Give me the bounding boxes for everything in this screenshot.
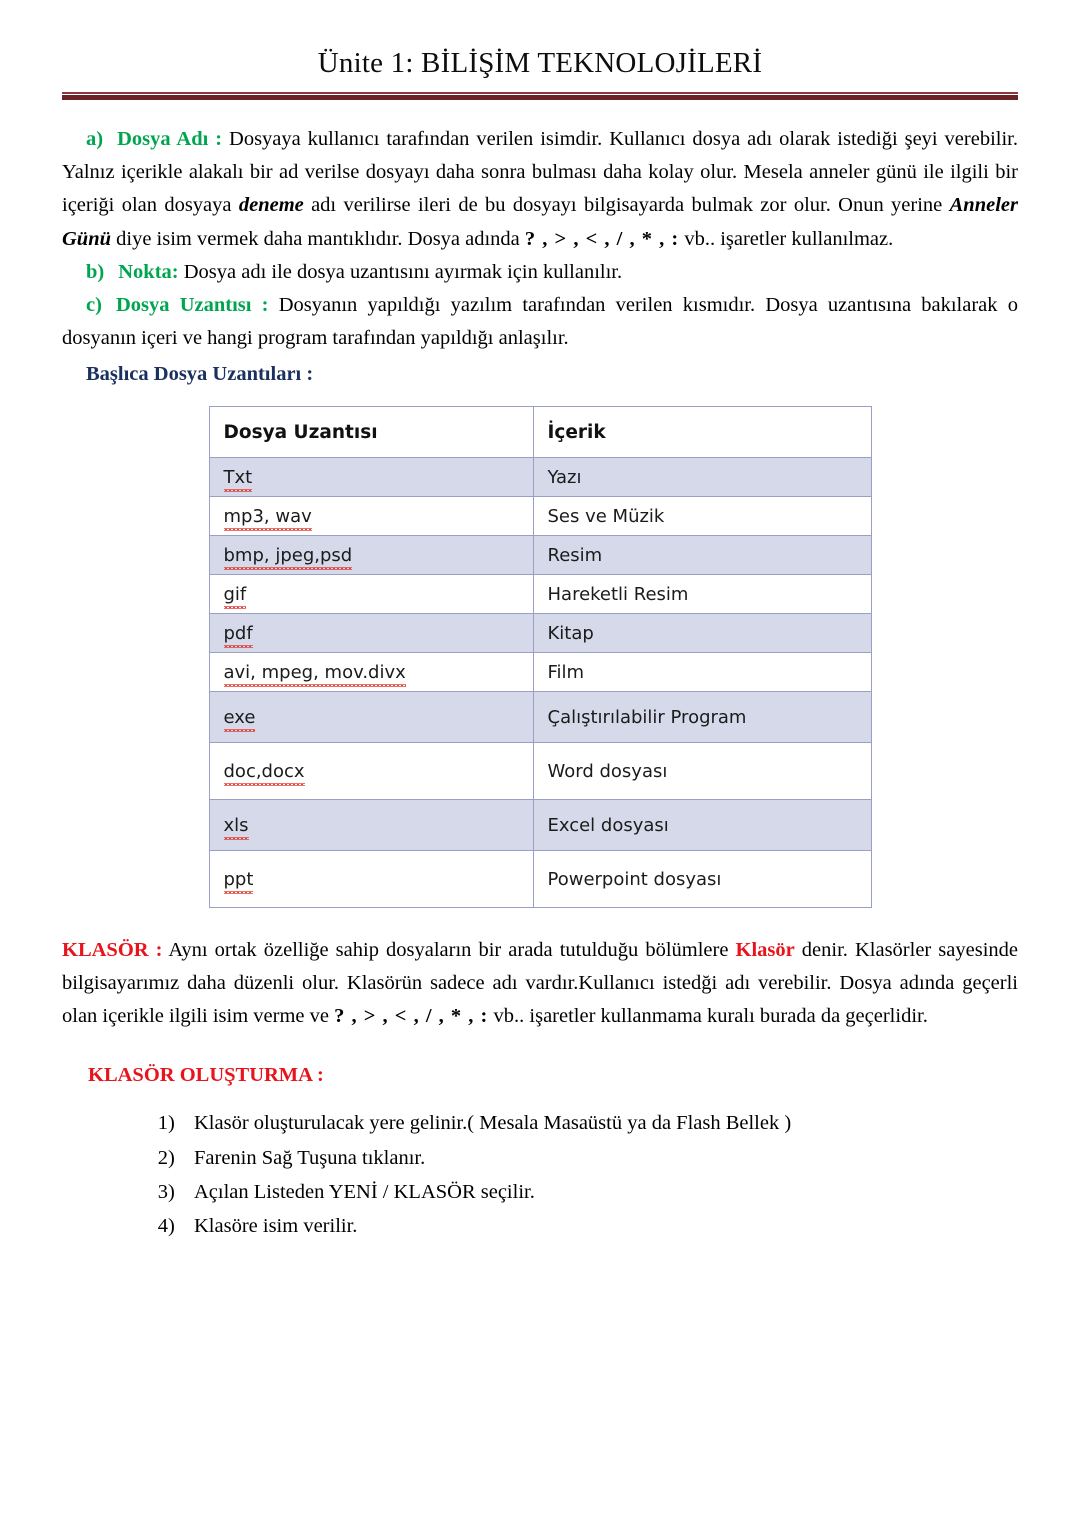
table-body [209,458,871,908]
cell-extension [209,536,533,575]
table-heading: Başlıca Dosya Uzantıları : [86,363,314,386]
spellcheck-underline-text: pdf [223,622,253,644]
file-extensions-table [209,406,872,908]
cell-content: Film [533,653,871,692]
spellcheck-underline-text: ppt [223,868,254,890]
item-c-text: Dosyanın yapıldığı yazılım tarafından verilen kısmıdır. Dosya uzantısına bakılarak o dosyanın içeri ve hangi program tarafından yapıldığı anlaşılır. [62,293,1018,350]
spellcheck-underline-text: gif [223,583,247,605]
klasor-paragraph [62,934,1018,1034]
item-a-emph-2: Anneler Günü [62,194,1018,250]
cell-extension [209,800,533,851]
cell-extension [209,497,533,536]
klasor-olusturma-steps [62,1108,1018,1242]
item-c-marker: c) [86,293,102,316]
cell-content: Powerpoint dosyası [533,851,871,908]
list-item-b [62,256,1018,289]
klasor-label: KLASÖR : [62,939,163,962]
item-a-symbols: ? , > , < , / , * , : [524,227,680,250]
spellcheck-underline-text: avi, mpeg, mov.divx [223,661,406,683]
item-a-text-3: diye isim vermek daha mantıklıdır. Dosya adında [111,227,525,250]
cell-content: Yazı [533,458,871,497]
list-item-a [62,123,1018,256]
cell-extension [209,575,533,614]
table-row [209,800,871,851]
klasor-section [0,934,1080,1242]
cell-extension [209,692,533,743]
cell-content: Resim [533,536,871,575]
cell-extension [209,653,533,692]
item-b-label: Nokta: [118,260,179,283]
table-header-row [209,407,871,458]
list-item: 4. Klasöre isim verilir. [180,1211,1018,1242]
spellcheck-underline-text: exe [223,706,256,728]
cell-extension [209,458,533,497]
spellcheck-underline-text: xls [223,814,249,836]
cell-content: Ses ve Müzik [533,497,871,536]
spellcheck-underline-text: mp3, wav [223,505,312,527]
item-a-text-4: vb.. işaretler kullanılmaz. [679,227,894,250]
cell-extension [209,851,533,908]
klasor-symbols: ? , > , < , / , * , : [334,1005,489,1028]
table-row [209,536,871,575]
klasor-olusturma-heading: KLASÖR OLUŞTURMA : [88,1063,324,1086]
list-item-c [62,289,1018,355]
cell-content: Word dosyası [533,743,871,800]
column-header-extension: Dosya Uzantısı [209,407,533,458]
table-row [209,614,871,653]
cell-content: Çalıştırılabilir Program [533,692,871,743]
cell-extension [209,614,533,653]
cell-extension [209,743,533,800]
table-row [209,851,871,908]
item-c-label: Dosya Uzantısı : [115,293,269,316]
file-extensions-table-wrapper [62,406,1018,908]
cell-content: Kitap [533,614,871,653]
item-b-marker: b) [86,260,105,283]
document-header [0,0,1080,101]
klasor-text-3: vb.. işaretler kullanmama kuralı burada da geçerlidir. [488,1005,928,1028]
item-a-marker: a) [86,127,104,150]
table-row [209,743,871,800]
cell-content: Hareketli Resim [533,575,871,614]
table-row [209,653,871,692]
column-header-content: İçerik [533,407,871,458]
table-row [209,692,871,743]
list-item: 1. Klasör oluşturulacak yere gelinir.( Mesala Masaüstü ya da Flash Bellek ) [180,1108,1018,1139]
table-row [209,458,871,497]
item-b-text: Dosya adı ile dosya uzantısını ayırmak için kullanılır. [178,260,623,283]
klasor-emph: Klasör [735,939,795,962]
spellcheck-underline-text: bmp, jpeg,psd [223,544,353,566]
main-content [0,123,1080,908]
list-item: 3. Açılan Listeden YENİ / KLASÖR seçilir. [180,1177,1018,1208]
spellcheck-underline-text: Txt [223,466,253,488]
header-divider [62,92,1018,101]
cell-content: Excel dosyası [533,800,871,851]
table-row [209,497,871,536]
spellcheck-underline-text: doc,docx [223,760,305,782]
klasor-text-1: Aynı ortak özelliğe sahip dosyaların bir arada tutulduğu bölümlere [162,939,736,962]
item-a-emph-1: deneme [238,194,304,217]
item-a-text-1: Dosyaya kullanıcı tarafından verilen isimdir. Kullanıcı dosya adı olarak istediği şeyi verebilir. Yalnız içerikle alakalı bir ad verilse dosyayı daha sonra bulması daha kolay olur. Mesela anneler günü ile ilgili bir içeriği olan dosyaya [62,127,1018,217]
table-row [209,575,871,614]
item-a-label: Dosya Adı : [117,127,223,150]
page-title: Ünite 1: BİLİŞİM TEKNOLOJİLERİ [317,47,763,79]
klasor-text-2: denir. Klasörler sayesinde bilgisayarımız daha düzenli olur. Klasörün sadece adı vardır.Kullanıcı istedği adı verebilir. Dosya adında geçerli olan içerikle ilgili isim verme ve [62,939,1019,1028]
item-a-text-2: adı verilirse ileri de bu dosyayı bilgisayarda bulmak zor olur. Onun yerine [303,194,950,217]
list-item: 2. Farenin Sağ Tuşuna tıklanır. [180,1143,1018,1174]
